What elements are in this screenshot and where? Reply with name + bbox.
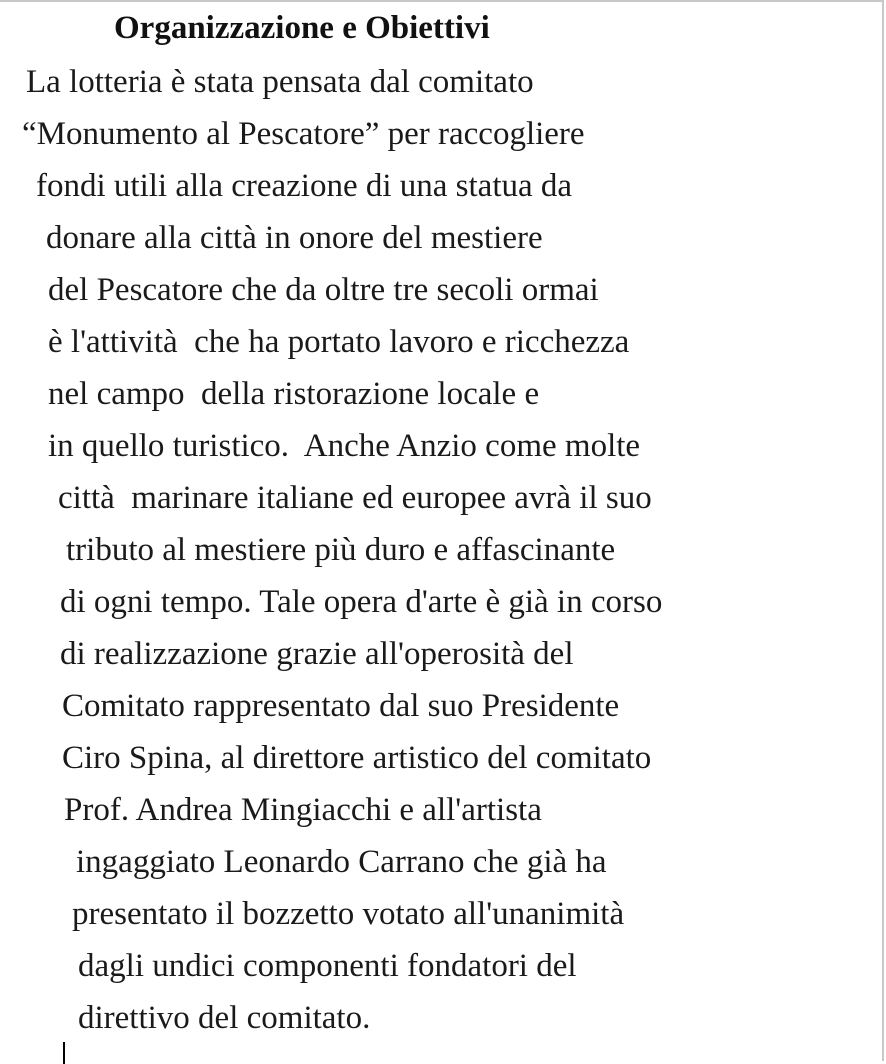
text-line-15: Prof. Andrea Mingiacchi e all'artista [64,792,542,828]
text-line-9: città marinare italiane ed europee avrà il suo [58,480,652,516]
text-line-11: di ogni tempo. Tale opera d'arte è già in corso [60,584,663,620]
text-line-19: direttivo del comitato. [78,1000,371,1036]
text-line-14: Ciro Spina, al direttore artistico del comitato [62,740,652,776]
text-cursor[interactable] [63,1042,65,1064]
text-line-1: La lotteria è stata pensata dal comitato [26,64,534,100]
text-line-16: ingaggiato Leonardo Carrano che già ha [76,844,607,880]
text-line-3: fondi utili alla creazione di una statua da [36,168,573,204]
text-line-10: tributo al mestiere più duro e affascinante [66,532,616,568]
text-line-4: donare alla città in onore del mestiere [46,220,543,256]
text-line-17: presentato il bozzetto votato all'unanimità [72,896,625,932]
document-title: Organizzazione e Obiettivi [114,10,490,46]
text-line-6: è l'attività che ha portato lavoro e ricchezza [48,324,630,360]
text-line-2: “Monumento al Pescatore” per raccogliere [22,116,585,152]
text-line-5: del Pescatore che da oltre tre secoli ormai [48,272,599,308]
text-line-18: dagli undici componenti fondatori del [78,948,577,984]
text-line-8: in quello turistico. Anche Anzio come molte [48,428,641,464]
text-line-13: Comitato rappresentato dal suo Presidente [62,688,620,724]
text-line-7: nel campo della ristorazione locale e [48,376,540,412]
text-line-12: di realizzazione grazie all'operosità del [60,636,574,672]
